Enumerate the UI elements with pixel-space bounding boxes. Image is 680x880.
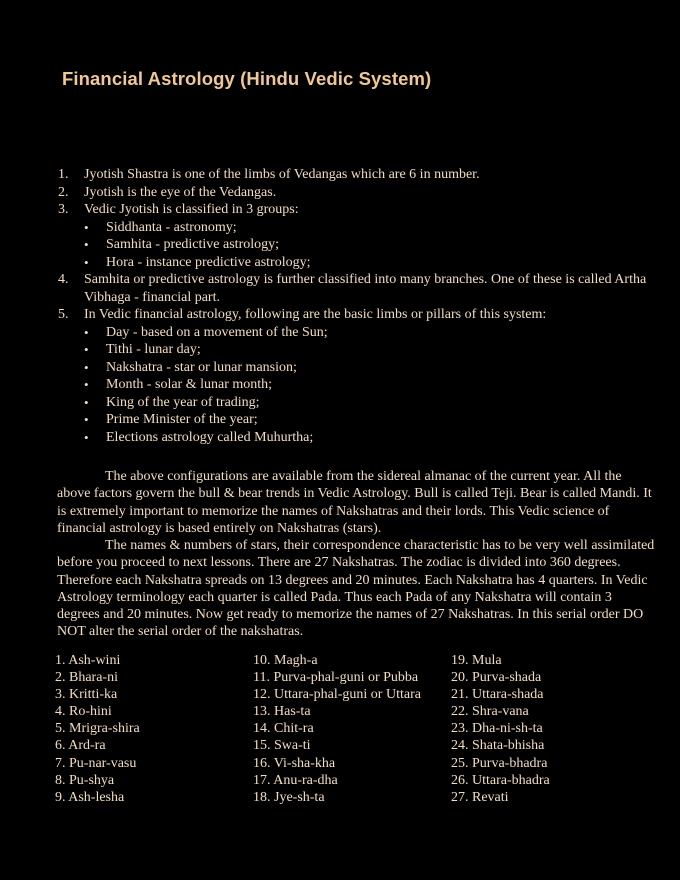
bullet-icon: • [84, 219, 89, 235]
bullet-item-text: Day - based on a movement of the Sun; [106, 324, 328, 340]
nakshatra-item: 27. Revati [451, 789, 509, 805]
nakshatra-item: 6. Ard-ra [55, 738, 106, 754]
nakshatra-item: 23. Dha-ni-sh-ta [451, 721, 543, 737]
list-item-text: In Vedic financial astrology, following are the basic limbs or pillars of this system: [84, 307, 547, 322]
nakshatra-item: 18. Jye-sh-ta [253, 789, 325, 805]
list-number: 4. [58, 272, 69, 287]
nakshatra-item: 20. Purva-shada [451, 670, 542, 686]
list-item-text: Vedic Jyotish is classified in 3 groups: [84, 202, 299, 217]
list-item [0, 201, 680, 219]
bullet-item [0, 376, 680, 394]
bullet-item-text: Prime Minister of the year; [106, 412, 258, 427]
bullet-item-text: King of the year of trading; [106, 394, 260, 410]
bullet-item [0, 429, 680, 447]
bullet-item-text: Samhita - predictive astrology; [106, 237, 280, 252]
nakshatra-item: 7. Pu-nar-vasu [55, 755, 137, 771]
bullet-item-text: Nakshatra - star or lunar mansion; [106, 359, 297, 375]
bullet-icon: • [84, 254, 89, 270]
nakshatra-column-1 [55, 652, 140, 806]
bullet-item-text: Siddhanta - astronomy; [106, 219, 237, 235]
bullet-icon: • [84, 377, 89, 392]
bullet-item [0, 219, 680, 237]
nakshatra-item: 19. Mula [451, 653, 502, 668]
bullet-item [0, 236, 680, 254]
nakshatra-item: 5. Mrigra-shira [55, 721, 140, 737]
paragraph-intro: The above configurations are available from the sidereal almanac of the current year. All the above factors govern the bull & bear trends in Vedic Astrology. Bull is called Teji. Bear is called Mandi. It is extremely important to memorize the names of Nakshatras and their lords. This Vedic science of financial astrology is based entirely on Nakshatras (stars). [57, 469, 652, 536]
bullet-item [0, 341, 680, 359]
bullet-item-text: Elections astrology called Muhurtha; [106, 429, 314, 445]
list-number: 3. [58, 202, 69, 217]
list-number: 2. [58, 184, 69, 200]
nakshatra-item: 1. Ash-wini [55, 653, 121, 668]
page-title: Financial Astrology (Hindu Vedic System) [62, 68, 432, 89]
nakshatra-item: 14. Chit-ra [253, 721, 314, 737]
nakshatra-item: 24. Shata-bhisha [451, 738, 545, 754]
nakshatra-item: 13. Has-ta [253, 704, 311, 720]
bullet-item-text: Tithi - lunar day; [106, 342, 201, 357]
bullet-icon: • [84, 359, 89, 375]
nakshatra-item: 3. Kritti-ka [55, 687, 118, 703]
nakshatra-item: 21. Uttara-shada [451, 687, 544, 703]
nakshatra-item: 4. Ro-hini [55, 704, 112, 720]
list-number: 1. [58, 167, 69, 182]
nakshatra-item: 9. Ash-lesha [55, 789, 125, 805]
nakshatra-item: 2. Bhara-ni [55, 670, 118, 686]
paragraph-nakshatra-details: The names & numbers of stars, their correspondence characteristic has to be very well assimilated before you proceed to next lessons. There are 27 Nakshatras. The zodiac is divided into 360 degrees. Therefore each Nakshatra spreads on 13 degrees and 20 minutes. Each Nakshatra has 4 quarters. In Vedic Astrology terminology each quarter is called Pada. Thus each Pada of any Nakshatra will contain 3 degrees and 20 minutes. Now get ready to memorize the names of 27 Nakshatras. In this serial order DO NOT alter the serial order of the nakshatras. [57, 538, 655, 640]
nakshatra-column-2 [253, 652, 421, 806]
list-item [0, 166, 680, 184]
nakshatra-item: 15. Swa-ti [253, 738, 311, 754]
nakshatra-item: 11. Purva-phal-guni or Pubba [253, 670, 419, 686]
list-item-text: Samhita or predictive astrology is further classified into many branches. One of these is called Artha Vibhaga - financial part. [84, 272, 647, 305]
bullet-icon: • [84, 237, 89, 252]
nakshatra-item: 8. Pu-shya [55, 772, 115, 788]
list-number: 5. [58, 307, 69, 322]
nakshatra-column-3 [451, 652, 550, 806]
bullet-item [0, 324, 680, 342]
list-item-text: Jyotish is the eye of the Vedangas. [84, 184, 277, 200]
bullet-icon: • [84, 394, 89, 410]
list-item-text: Jyotish Shastra is one of the limbs of Vedangas which are 6 in number. [84, 167, 480, 182]
nakshatra-item: 17. Anu-ra-dha [253, 772, 338, 788]
list-item [0, 306, 680, 324]
bullet-icon: • [84, 342, 89, 357]
bullet-item-text: Hora - instance predictive astrology; [106, 254, 311, 270]
bullet-item-text: Month - solar & lunar month; [106, 377, 273, 392]
bullet-item [0, 411, 680, 429]
numbered-list [0, 166, 680, 446]
nakshatra-item: 12. Uttara-phal-guni or Uttara [253, 687, 421, 703]
nakshatra-item: 10. Magh-a [253, 653, 318, 668]
nakshatra-item: 22. Shra-vana [451, 704, 529, 720]
bullet-item [0, 394, 680, 412]
bullet-icon: • [84, 412, 89, 427]
list-item [0, 271, 680, 306]
nakshatra-item: 26. Uttara-bhadra [451, 772, 550, 788]
bullet-icon: • [84, 429, 89, 445]
nakshatra-item: 25. Purva-bhadra [451, 755, 548, 771]
list-item [0, 184, 680, 202]
bullet-item [0, 254, 680, 272]
bullet-icon: • [84, 324, 89, 340]
bullet-item [0, 359, 680, 377]
nakshatra-item: 16. Vi-sha-kha [253, 755, 336, 771]
